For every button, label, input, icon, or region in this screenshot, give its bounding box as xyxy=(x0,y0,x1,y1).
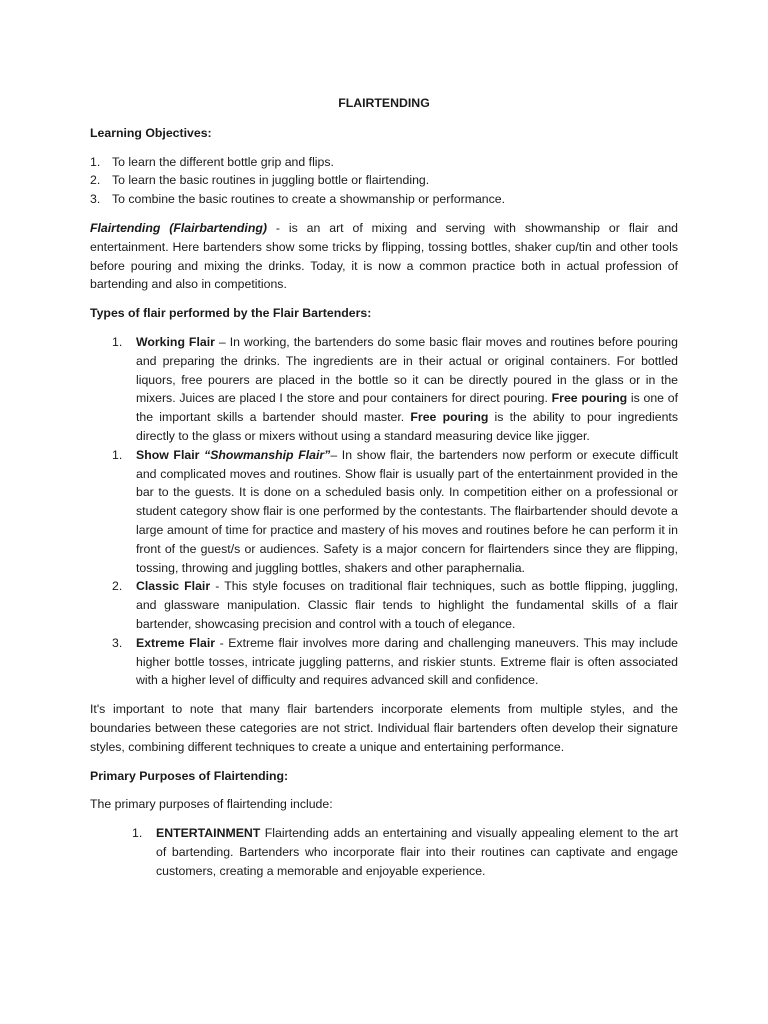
purposes-list xyxy=(90,824,678,880)
classic-flair-text: - This style focuses on traditional flair techniques, such as bottle flipping, juggling, and glassware manipulation. Classic flair tends to highlight the fundamental skills of a flair bartender, showcasing precision and control with a touch of elegance. xyxy=(136,579,678,631)
working-flair-text-3: is the ability to pour ingredients directly to the glass or mixers without using a standard measuring device like jigger. xyxy=(136,410,678,443)
purpose-text: Flairtending adds an entertaining and visually appealing element to the art of bartending. Bartenders who incorporate flair into their routines can captivate and engage customers, creating a memorable and enjoyable experience. xyxy=(156,826,678,878)
show-flair-text: – In show flair, the bartenders now perform or execute difficult and complicated moves and routines. Show flair is usually part of the entertainment provided in the bar to the guests. It is done on a scheduled basis only. In competition either on a professional or student category show flair is one performed by the contestants. The flairbartender should devote a large amount of time for practice and mastery of his moves and routines before he can perform it in front of the guest/s or audiences. Safety is a major concern for flairtenders since they are flipping, tossing, throwing and juggling bottles, shakers and other paraphernalia. xyxy=(136,447,678,575)
show-flair-label: Show Flair xyxy=(136,447,205,462)
intro-paragraph xyxy=(90,219,678,294)
list-number: 1. xyxy=(132,826,143,841)
types-list xyxy=(90,333,678,690)
free-pouring-term: Free pouring xyxy=(551,391,628,406)
list-number: 3. xyxy=(90,192,101,207)
list-item xyxy=(90,153,678,172)
list-number: 1. xyxy=(112,447,123,462)
list-item xyxy=(90,171,678,190)
list-number: 1. xyxy=(112,334,123,349)
free-pouring-term-2: Free pouring xyxy=(410,410,489,425)
list-text: To combine the basic routines to create a showmanship or performance. xyxy=(112,192,506,207)
working-flair-text-2: is one of the important skills a bartender should master. xyxy=(136,391,679,425)
working-flair-label: Working Flair xyxy=(136,334,215,349)
purposes-heading: Primary Purposes of Flairtending: xyxy=(90,768,289,783)
purposes-intro: The primary purposes of flairtending include: xyxy=(90,797,333,812)
show-flair-item xyxy=(90,446,678,578)
extreme-flair-text: - Extreme flair involves more daring and challenging maneuvers. This may include higher bottle tosses, intricate juggling patterns, and riskier stunts. Extreme flair is often associated with a higher level of difficulty and requires advanced skill and confidence. xyxy=(136,635,678,688)
extreme-flair-item xyxy=(90,634,678,690)
show-flair-alt-name: “Showmanship Flair” xyxy=(204,447,331,462)
learning-objectives-list xyxy=(90,153,678,209)
purpose-item-entertainment xyxy=(90,824,678,880)
list-number: 2. xyxy=(90,173,101,188)
page-title: FLAIRTENDING xyxy=(338,96,430,110)
list-text: To learn the basic routines in juggling bottle or flairtending. xyxy=(112,173,430,188)
note-paragraph: It's important to note that many flair bartenders incorporate elements from multiple styles, and the boundaries between these categories are not strict. Individual flair bartenders often develop their signature styles, combining different techniques to create a unique and entertaining performance. xyxy=(90,702,678,754)
learning-objectives-heading: Learning Objectives: xyxy=(90,125,212,140)
types-heading: Types of flair performed by the Flair Bartenders: xyxy=(90,306,372,321)
working-flair-item xyxy=(90,333,678,446)
working-flair-text: – In working, the bartenders do some basic flair moves and routines before pouring and preparing the drinks. The ingredients are in their actual or original containers. For bottled liquors, free pourers are placed in the bottle so it can be directly poured in the glass or in the mixers. Juices are placed I the store and pour containers for direct pouring. xyxy=(136,334,678,406)
list-number: 1. xyxy=(90,154,101,169)
classic-flair-item xyxy=(90,577,678,633)
classic-flair-label: Classic Flair xyxy=(136,579,211,594)
intro-text: - is an art of mixing and serving with showmanship or flair and entertainment. Here bartenders show some tricks by flipping, tossing bottles, shaker cup/tin and other tools before pouring and mixing the drinks. Today, it is now a common practice both in actual profession of bartending and also in competitions. xyxy=(90,220,678,292)
extreme-flair-label: Extreme Flair xyxy=(136,635,216,650)
document-body xyxy=(90,94,678,890)
purpose-label: ENTERTAINMENT xyxy=(156,826,261,841)
intro-term: Flairtending (Flairbartending) xyxy=(90,220,267,235)
list-text: To learn the different bottle grip and flips. xyxy=(112,154,334,169)
list-item xyxy=(90,190,678,209)
list-number: 3. xyxy=(112,635,123,650)
list-number: 2. xyxy=(112,579,123,594)
